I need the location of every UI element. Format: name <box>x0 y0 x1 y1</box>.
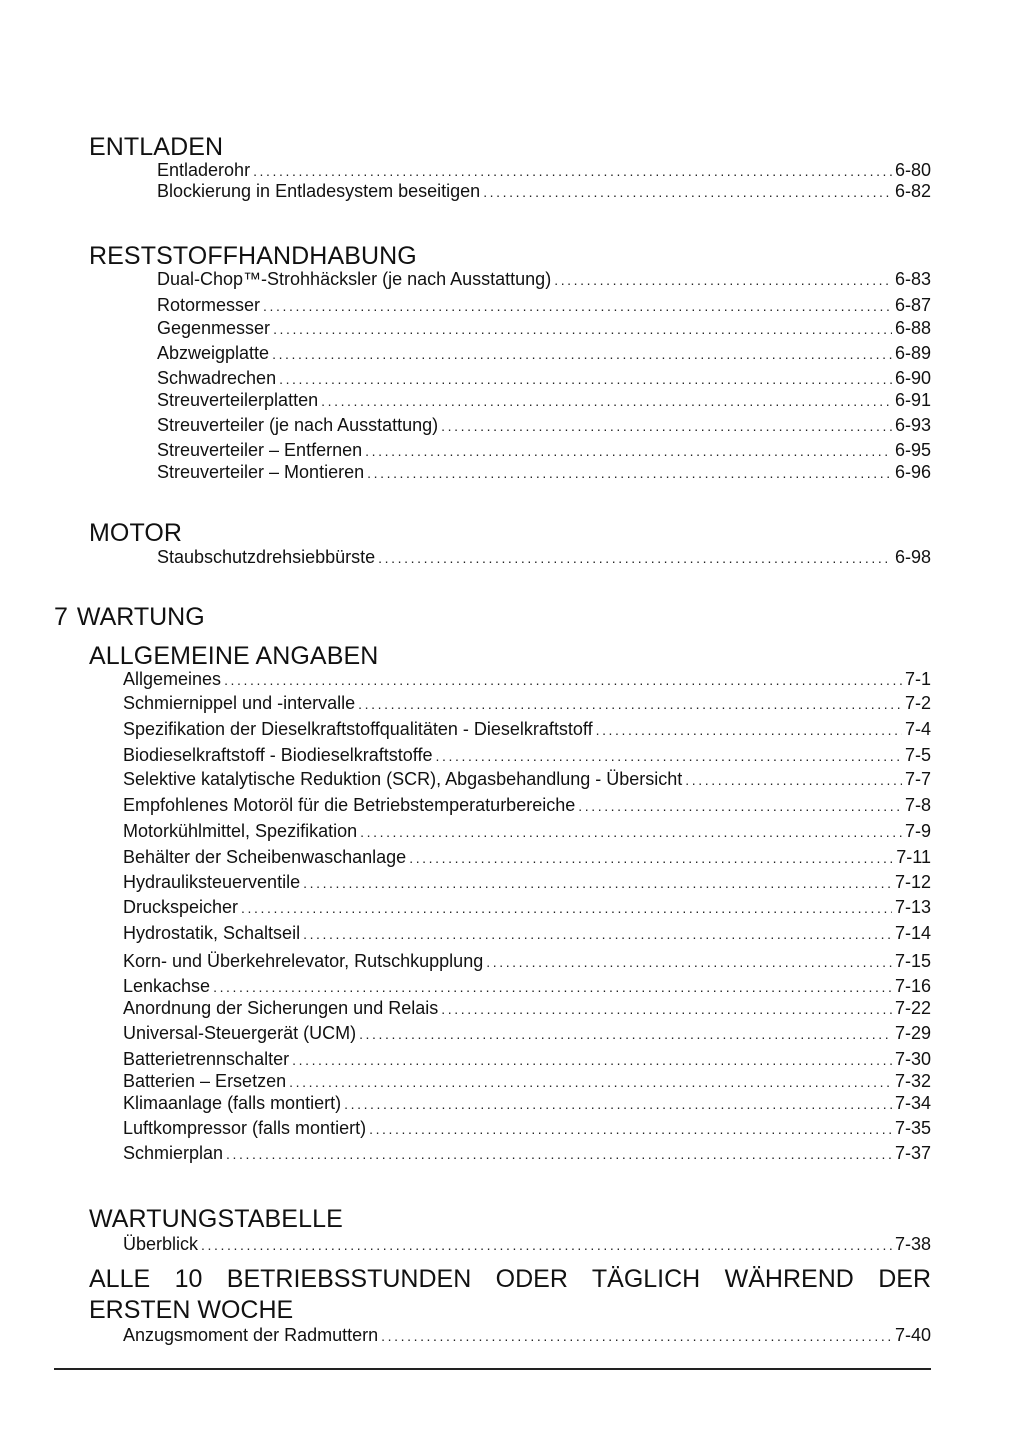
toc-entry[interactable] <box>123 975 931 997</box>
toc-entry[interactable] <box>123 1070 931 1092</box>
toc-entry-page: 7-11 <box>896 847 931 867</box>
toc-entry-page: 7-29 <box>894 1023 931 1043</box>
dot-leader <box>289 1071 892 1093</box>
toc-entry-page: 6-83 <box>894 269 931 289</box>
dot-leader <box>486 951 892 973</box>
toc-entry[interactable] <box>157 367 931 389</box>
toc-entry-label: Streuverteilerplatten <box>157 390 319 410</box>
toc-entry[interactable] <box>123 744 931 766</box>
toc-entry[interactable] <box>157 180 931 202</box>
toc-entry[interactable] <box>123 1092 931 1114</box>
toc-entry[interactable] <box>157 389 931 411</box>
toc-entry-page: 7-30 <box>894 1049 931 1069</box>
section-title: ALLE 10 BETRIEBSSTUNDEN ODER TÄGLICH WÄHREND DER ERSTEN WOCHE <box>89 1265 931 1324</box>
toc-entry-page: 7-15 <box>894 951 931 971</box>
dot-leader <box>554 269 892 291</box>
toc-entry-page: 6-95 <box>894 440 931 460</box>
toc-entry[interactable] <box>157 317 931 339</box>
toc-entry-page: 7-7 <box>904 769 931 789</box>
toc-entry-page: 7-1 <box>904 669 931 689</box>
toc-entry[interactable] <box>157 268 931 290</box>
dot-leader <box>436 745 902 767</box>
toc-entry-page: 6-91 <box>894 390 931 410</box>
dot-leader <box>358 693 902 715</box>
toc-entry-label: Korn- und Überkehrelevator, Rutschkupplung <box>123 951 484 971</box>
toc-entry[interactable] <box>123 768 931 790</box>
toc-entry[interactable] <box>123 1324 931 1346</box>
toc-entry-label: Selektive katalytische Reduktion (SCR), Abgasbehandlung - Übersicht <box>123 769 683 789</box>
page-bottom-rule <box>54 1368 931 1370</box>
dot-leader <box>224 669 902 691</box>
toc-entry-page: 7-2 <box>904 693 931 713</box>
toc-entry-page: 7-14 <box>894 923 931 943</box>
toc-entry-label: Gegenmesser <box>157 318 271 338</box>
toc-entry-label: Anzugsmoment der Radmuttern <box>123 1325 379 1345</box>
toc-entry-page: 7-38 <box>894 1234 931 1254</box>
toc-entry-label: Biodieselkraftstoff - Biodieselkraftstoffe <box>123 745 433 765</box>
toc-entry-label: Überblick <box>123 1234 199 1254</box>
toc-entry-label: Klimaanlage (falls montiert) <box>123 1093 342 1113</box>
toc-entry-label: Hydrostatik, Schaltseil <box>123 923 301 943</box>
toc-entry[interactable] <box>123 997 931 1019</box>
toc-entry[interactable] <box>123 922 931 944</box>
dot-leader <box>441 998 892 1020</box>
toc-entry[interactable] <box>123 718 931 740</box>
toc-entry-page: 7-34 <box>894 1093 931 1113</box>
toc-entry-page: 7-35 <box>894 1118 931 1138</box>
dot-leader <box>263 295 892 317</box>
toc-entry-label: Entladerohr <box>157 160 251 180</box>
toc-entry[interactable] <box>157 414 931 436</box>
toc-entry-label: Schmierplan <box>123 1143 224 1163</box>
toc-entry-label: Anordnung der Sicherungen und Relais <box>123 998 439 1018</box>
dot-leader <box>685 769 902 791</box>
toc-entry-page: 7-40 <box>894 1325 931 1345</box>
toc-entry-page: 6-89 <box>894 343 931 363</box>
toc-entry-page: 6-80 <box>894 160 931 180</box>
toc-entry[interactable] <box>123 820 931 842</box>
dot-leader <box>272 343 892 365</box>
toc-entry[interactable] <box>157 461 931 483</box>
toc-entry-label: Druckspeicher <box>123 897 239 917</box>
toc-entry[interactable] <box>157 294 931 316</box>
dot-leader <box>578 795 902 817</box>
toc-entry-label: Lenkachse <box>123 976 211 996</box>
dot-leader <box>253 160 892 182</box>
section-title: WARTUNGSTABELLE <box>89 1205 343 1233</box>
section-title: ENTLADEN <box>89 133 224 161</box>
toc-entry-page: 7-16 <box>894 976 931 996</box>
toc-entry[interactable] <box>123 1022 931 1044</box>
section-title: ALLGEMEINE ANGABEN <box>89 642 379 670</box>
toc-entry-page: 6-90 <box>894 368 931 388</box>
toc-entry-page: 6-87 <box>894 295 931 315</box>
toc-entry[interactable] <box>157 342 931 364</box>
toc-entry-label: Empfohlenes Motoröl für die Betriebstemperaturbereiche <box>123 795 576 815</box>
toc-entry-label: Streuverteiler – Entfernen <box>157 440 363 460</box>
section-title: MOTOR <box>89 519 183 547</box>
toc-entry[interactable] <box>123 794 931 816</box>
toc-entry[interactable] <box>157 439 931 461</box>
toc-entry[interactable] <box>123 1233 931 1255</box>
toc-entry-page: 6-96 <box>894 462 931 482</box>
toc-entry-label: Streuverteiler (je nach Ausstattung) <box>157 415 439 435</box>
toc-entry[interactable] <box>123 1048 931 1070</box>
toc-entry-page: 7-32 <box>894 1071 931 1091</box>
toc-entry-label: Batterietrennschalter <box>123 1049 290 1069</box>
dot-leader <box>226 1143 892 1165</box>
toc-entry[interactable] <box>123 1117 931 1139</box>
dot-leader <box>241 897 892 919</box>
toc-entry-page: 6-82 <box>894 181 931 201</box>
toc-entry-page: 7-9 <box>904 821 931 841</box>
dot-leader <box>596 719 902 741</box>
toc-entry-label: Hydrauliksteuerventile <box>123 872 301 892</box>
toc-entry-label: Allgemeines <box>123 669 222 689</box>
chapter-heading <box>54 603 205 631</box>
toc-entry[interactable] <box>157 159 931 181</box>
toc-entry-label: Luftkompressor (falls montiert) <box>123 1118 367 1138</box>
toc-entry-label: Dual-Chop™-Strohhäcksler (je nach Ausstattung) <box>157 269 552 289</box>
toc-entry-label: Staubschutzdrehsiebbürste <box>157 547 376 567</box>
toc-entry-label: Abzweigplatte <box>157 343 270 363</box>
dot-leader <box>303 872 892 894</box>
toc-entry-page: 7-4 <box>904 719 931 739</box>
toc-entry-label: Rotormesser <box>157 295 261 315</box>
toc-entry[interactable] <box>123 871 931 893</box>
toc-entry-page: 7-5 <box>904 745 931 765</box>
dot-leader <box>279 368 892 390</box>
dot-leader <box>367 462 892 484</box>
toc-entry[interactable] <box>123 950 931 972</box>
dot-leader <box>213 976 892 998</box>
toc-entry-label: Batterien – Ersetzen <box>123 1071 287 1091</box>
dot-leader <box>381 1325 892 1347</box>
dot-leader <box>292 1049 892 1071</box>
dot-leader <box>365 440 892 462</box>
chapter-number: 7 <box>54 603 68 631</box>
dot-leader <box>201 1234 892 1256</box>
toc-entry-page: 6-98 <box>894 547 931 567</box>
toc-entry-label: Blockierung in Entladesystem beseitigen <box>157 181 481 201</box>
toc-entry-page: 7-22 <box>894 998 931 1018</box>
toc-entry-page: 6-88 <box>894 318 931 338</box>
toc-entry[interactable] <box>157 546 931 568</box>
dot-leader <box>360 821 902 843</box>
dot-leader <box>273 318 892 340</box>
toc-entry-page: 7-8 <box>904 795 931 815</box>
toc-entry[interactable] <box>123 896 931 918</box>
dot-leader <box>303 923 892 945</box>
toc-entry[interactable] <box>123 692 931 714</box>
dot-leader <box>441 415 892 437</box>
toc-entry-page: 7-13 <box>894 897 931 917</box>
toc-entry-label: Streuverteiler – Montieren <box>157 462 365 482</box>
dot-leader <box>321 390 892 412</box>
dot-leader <box>378 547 892 569</box>
toc-entry-label: Universal-Steuergerät (UCM) <box>123 1023 357 1043</box>
toc-entry[interactable] <box>123 1142 931 1164</box>
toc-entry-label: Schmiernippel und -intervalle <box>123 693 356 713</box>
section-title: RESTSTOFFHANDHABUNG <box>89 242 417 270</box>
toc-entry-page: 7-12 <box>894 872 931 892</box>
toc-entry-page: 6-93 <box>894 415 931 435</box>
chapter-title: WARTUNG <box>76 603 205 631</box>
dot-leader <box>483 181 892 203</box>
toc-entry-page: 7-37 <box>894 1143 931 1163</box>
toc-entry-label: Motorkühlmittel, Spezifikation <box>123 821 358 841</box>
dot-leader <box>369 1118 892 1140</box>
dot-leader <box>344 1093 892 1115</box>
dot-leader <box>409 847 893 869</box>
toc-entry[interactable] <box>123 668 931 690</box>
toc-entry-label: Schwadrechen <box>157 368 277 388</box>
toc-entry[interactable] <box>123 846 931 868</box>
toc-entry-label: Spezifikation der Dieselkraftstoffqualitäten - Dieselkraftstoff <box>123 719 593 739</box>
dot-leader <box>359 1023 892 1045</box>
toc-entry-label: Behälter der Scheibenwaschanlage <box>123 847 407 867</box>
